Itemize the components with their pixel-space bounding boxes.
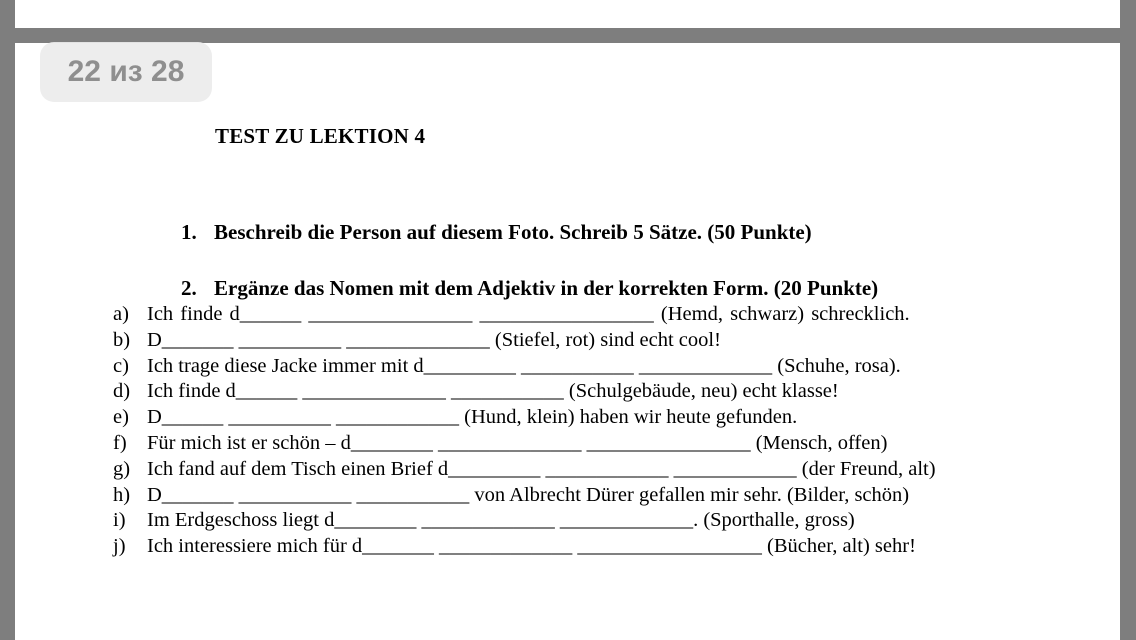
item-label: f) [113, 431, 127, 454]
task-1 [181, 220, 812, 245]
item-label: h) [113, 483, 131, 506]
exercise-item [113, 508, 988, 534]
task-2-number: 2. [181, 276, 197, 300]
item-label: g) [113, 457, 131, 480]
item-text: Ich finde d______ ________________ _________________ (Hemd, schwarz) schrecklich. [147, 303, 910, 325]
item-text: Für mich ist er schön – d________ ______________ ________________ (Mensch, offen) [147, 431, 888, 454]
task-2-text: Ergänze das Nomen mit dem Adjektiv in der korrekten Form. (20 Punkte) [214, 276, 879, 300]
item-text: Im Erdgeschoss liegt d________ _____________ _____________. (Sporthalle, gross) [147, 509, 855, 532]
task-2 [181, 276, 878, 301]
exercise-item [113, 354, 988, 380]
item-label: c) [113, 354, 129, 377]
item-text: Ich fand auf dem Tisch einen Brief d_________ ____________ ____________ (der Freund, alt) [147, 457, 936, 480]
task-1-number: 1. [181, 220, 197, 244]
exercise-item [113, 328, 988, 354]
item-label: b) [113, 328, 131, 351]
item-text: D_______ __________ ______________ (Stiefel, rot) sind echt cool! [147, 328, 721, 351]
task-1-text: Beschreib die Person auf diesem Foto. Schreib 5 Sätze. (50 Punkte) [214, 220, 812, 244]
item-text: D_______ ___________ ___________ von Albrecht Dürer gefallen mir sehr. (Bilder, schön) [147, 483, 910, 506]
exercise-item [113, 457, 988, 483]
exercise-item [113, 379, 988, 405]
item-label: e) [113, 406, 129, 429]
item-label: i) [113, 509, 126, 532]
exercise-item [113, 405, 988, 431]
exercise-list [113, 302, 988, 560]
item-text: Ich interessiere mich für d_______ _____________ __________________ (Bücher, alt) sehr! [147, 535, 916, 558]
document-title: TEST ZU LEKTION 4 [215, 124, 426, 148]
exercise-item [113, 483, 988, 509]
item-label: j) [113, 535, 126, 558]
item-text: Ich finde d______ ______________ ___________ (Schulgebäude, neu) echt klasse! [147, 380, 839, 403]
previous-page-bottom [15, 0, 1120, 28]
item-text: Ich trage diese Jacke immer mit d_________ ___________ _____________ (Schuhe, rosa). [147, 354, 901, 377]
exercise-item [113, 534, 988, 560]
item-label: a) [113, 303, 129, 325]
page-counter: 22 из 28 [40, 42, 212, 102]
exercise-item [113, 431, 988, 457]
item-label: d) [113, 380, 131, 403]
item-text: D______ __________ ____________ (Hund, klein) haben wir heute gefunden. [147, 406, 798, 429]
exercise-item [113, 302, 988, 328]
